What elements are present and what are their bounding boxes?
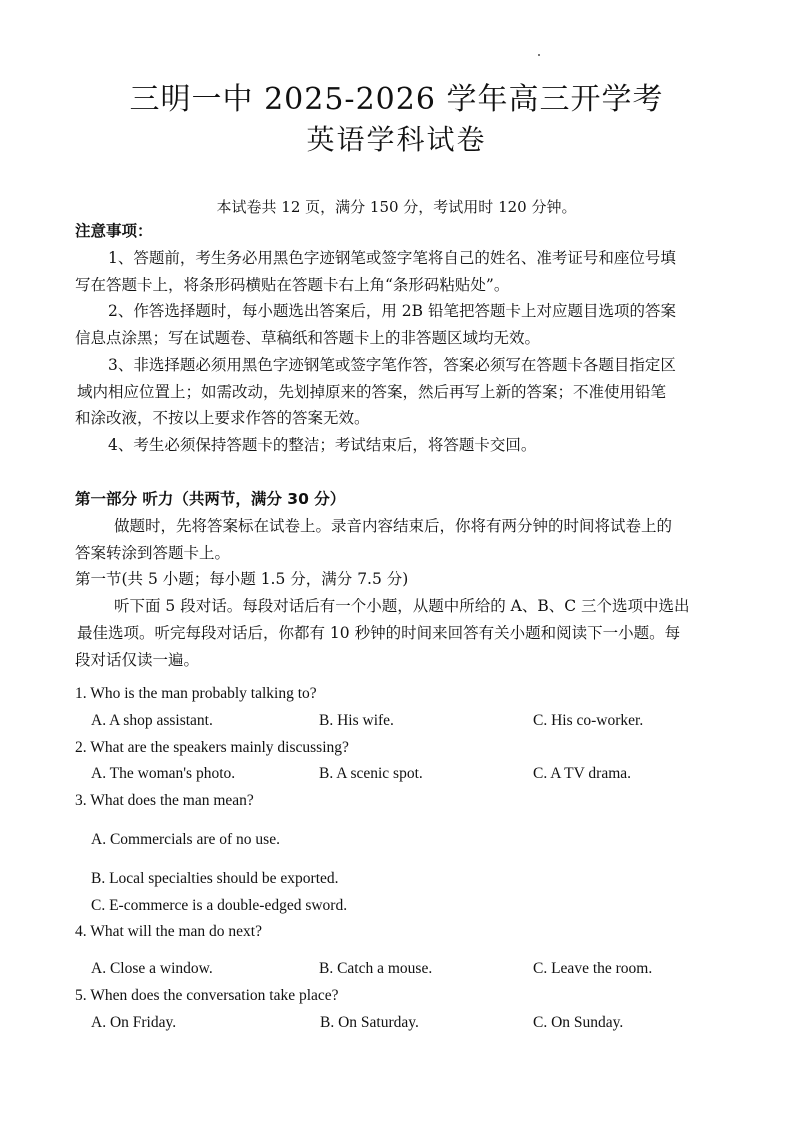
option-c: C. Leave the room. — [533, 960, 653, 977]
option-b: B. On Saturday. — [320, 1014, 419, 1031]
question-stem: 4. What will the man do next? — [75, 923, 262, 940]
option-a: A. Close a window. — [91, 960, 213, 977]
option-c: C. On Sunday. — [533, 1014, 624, 1031]
section1-heading: 第一节(共 5 小题；每小题 1.5 分，满分 7.5 分) — [75, 570, 409, 588]
question-stem: 1. Who is the man probably talking to? — [75, 685, 317, 702]
option-c: C. His co-worker. — [533, 712, 644, 729]
option-a: A. The woman's photo. — [91, 765, 236, 782]
section1-line: 段对话仅读一遍。 — [75, 651, 200, 669]
option-c: C. E-commerce is a double-edged sword. — [91, 897, 348, 914]
part1-intro-line: 做题时，先将答案标在试卷上。录音内容结束后，你将有两分钟的时间将试卷上的 — [114, 517, 673, 535]
option-b: B. Local specialties should be exported. — [91, 870, 339, 887]
option-a: A. A shop assistant. — [91, 712, 213, 729]
section1-line: 最佳选项。听完每段对话后，你都有 10 秒钟的时间来回答有关小题和阅读下一小题。每 — [77, 624, 681, 642]
part1-heading: 第一部分 听力（共两节，满分 30 分） — [75, 490, 346, 508]
notice-heading: 注意事项： — [75, 222, 153, 240]
exam-info: 本试卷共 12 页，满分 150 分，考试用时 120 分钟。 — [216, 198, 577, 216]
option-a: A. On Friday. — [91, 1014, 177, 1031]
notice-line: 域内相应位置上；如需改动，先划掉原来的答案，然后再写上新的答案；不准使用铅笔 — [77, 383, 667, 401]
option-c: C. A TV drama. — [533, 765, 632, 782]
option-b: B. His wife. — [319, 712, 394, 729]
option-b: B. A scenic spot. — [319, 765, 423, 782]
notice-line: 4、考生必须保持答题卡的整洁；考试结束后，将答题卡交回。 — [108, 436, 537, 454]
subject-title: 英语学科试卷 — [306, 123, 487, 156]
notice-line: 3、非选择题必须用黑色字迹钢笔或签字笔作答，答案必须写在答题卡各题目指定区 — [108, 356, 676, 374]
speck-mark — [538, 54, 540, 56]
part1-intro-line: 答案转涂到答题卡上。 — [75, 544, 231, 562]
section1-line: 听下面 5 段对话。每段对话后有一个小题，从题中所给的 A、B、C 三个选项中选出 — [114, 597, 690, 615]
question-stem: 3. What does the man mean? — [75, 792, 254, 809]
question-stem: 5. When does the conversation take place? — [75, 987, 339, 1004]
option-b: B. Catch a mouse. — [319, 960, 433, 977]
notice-line: 1、答题前，考生务必用黑色字迹钢笔或签字笔将自己的姓名、准考证号和座位号填 — [108, 249, 676, 267]
notice-line: 2、作答选择题时，每小题选出答案后，用 2B 铅笔把答题卡上对应题目选项的答案 — [108, 302, 676, 320]
notice-line: 写在答题卡上，将条形码横贴在答题卡右上角“条形码粘贴处”。 — [75, 276, 510, 294]
exam-title: 三明一中 2025-2026 学年高三开学考 — [129, 82, 664, 117]
notice-line: 信息点涂黑；写在试题卷、草稿纸和答题卡上的非答题区域均无效。 — [75, 329, 541, 347]
option-a: A. Commercials are of no use. — [91, 831, 280, 848]
notice-line: 和涂改液，不按以上要求作答的答案无效。 — [75, 409, 370, 427]
question-stem: 2. What are the speakers mainly discussing? — [75, 739, 349, 756]
